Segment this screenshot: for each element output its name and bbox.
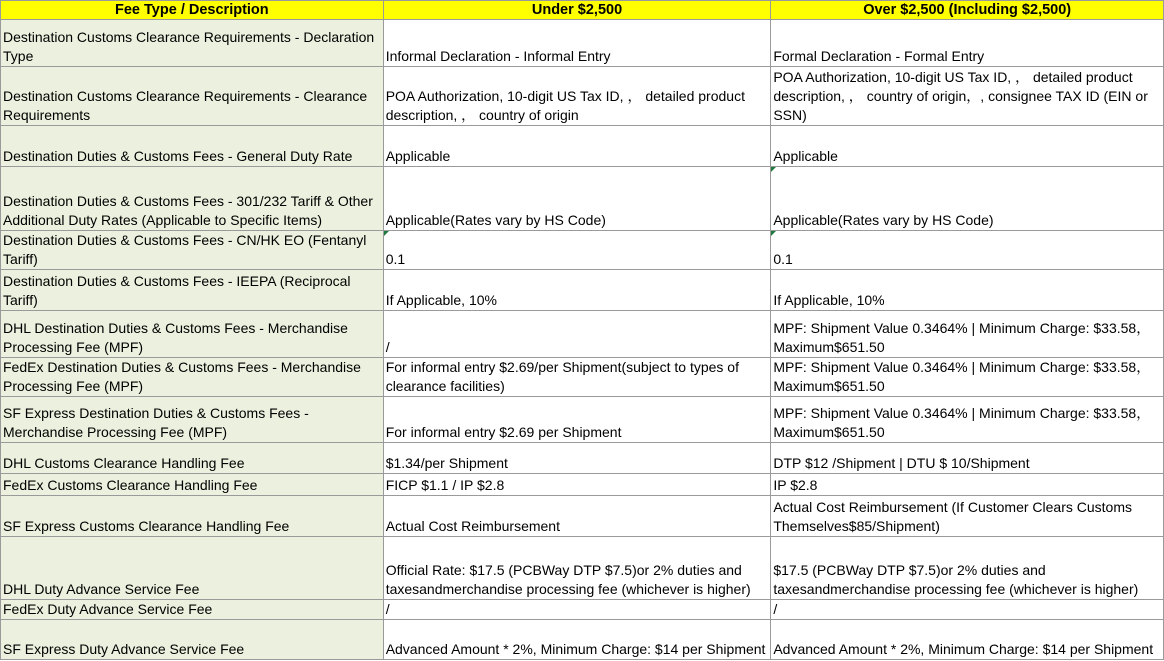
under-2500-cell[interactable]: For informal entry $2.69 per Shipment (383, 397, 771, 443)
table-row (1, 20, 1164, 67)
over-2500-cell[interactable]: IP $2.8 (771, 474, 1164, 496)
over-2500-cell[interactable]: MPF: Shipment Value 0.3464% | Minimum Charge: $33.58， Maximum$651.50 (771, 397, 1164, 443)
under-2500-cell[interactable]: Informal Declaration - Informal Entry (383, 20, 771, 67)
table-row (1, 311, 1164, 358)
fee-type-cell[interactable]: SF Express Duty Advance Service Fee (1, 620, 384, 660)
fee-type-cell[interactable]: Destination Duties & Customs Fees - General Duty Rate (1, 126, 384, 167)
under-2500-cell[interactable]: / (383, 600, 771, 620)
fee-type-cell[interactable]: FedEx Customs Clearance Handling Fee (1, 474, 384, 496)
table-row (1, 600, 1164, 620)
under-2500-cell[interactable]: If Applicable, 10% (383, 270, 771, 311)
table-row (1, 358, 1164, 397)
table-row (1, 231, 1164, 270)
over-2500-cell[interactable]: MPF: Shipment Value 0.3464% | Minimum Charge: $33.58， Maximum$651.50 (771, 311, 1164, 358)
fee-type-cell[interactable]: Destination Customs Clearance Requirements - Clearance Requirements (1, 67, 384, 126)
over-2500-cell[interactable]: $17.5 (PCBWay DTP $7.5)or 2% duties and taxesandmerchandise processing fee (whichever is higher) (771, 537, 1164, 600)
under-2500-cell[interactable]: 0.1 (383, 231, 771, 270)
table-row (1, 126, 1164, 167)
over-2500-cell[interactable]: If Applicable, 10% (771, 270, 1164, 311)
fee-type-cell[interactable]: DHL Destination Duties & Customs Fees - Merchandise Processing Fee (MPF) (1, 311, 384, 358)
table-row (1, 397, 1164, 443)
over-2500-cell[interactable]: / (771, 600, 1164, 620)
fee-type-cell[interactable]: SF Express Destination Duties & Customs Fees - Merchandise Processing Fee (MPF) (1, 397, 384, 443)
header-over-2500[interactable]: Over $2,500 (Including $2,500) (771, 1, 1164, 20)
fee-type-cell[interactable]: Destination Duties & Customs Fees - CN/HK EO (Fentanyl Tariff) (1, 231, 384, 270)
fee-type-cell[interactable]: Destination Customs Clearance Requirements - Declaration Type (1, 20, 384, 67)
over-2500-cell[interactable]: Advanced Amount * 2%, Minimum Charge: $14 per Shipment (771, 620, 1164, 660)
under-2500-cell[interactable]: Official Rate: $17.5 (PCBWay DTP $7.5)or 2% duties and taxesandmerchandise processing fee (whichever is higher) (383, 537, 771, 600)
over-2500-cell[interactable]: MPF: Shipment Value 0.3464% | Minimum Charge: $33.58， Maximum$651.50 (771, 358, 1164, 397)
header-fee-type[interactable]: Fee Type / Description (1, 1, 384, 20)
fee-type-cell[interactable]: DHL Customs Clearance Handling Fee (1, 443, 384, 474)
over-2500-cell[interactable]: DTP $12 /Shipment | DTU $ 10/Shipment (771, 443, 1164, 474)
over-2500-cell[interactable]: Formal Declaration - Formal Entry (771, 20, 1164, 67)
over-2500-cell[interactable]: 0.1 (771, 231, 1164, 270)
over-2500-cell[interactable]: Applicable(Rates vary by HS Code) (771, 167, 1164, 231)
under-2500-cell[interactable]: For informal entry $2.69/per Shipment(subject to types of clearance facilities) (383, 358, 771, 397)
table-row (1, 67, 1164, 126)
under-2500-cell[interactable]: FICP $1.1 / IP $2.8 (383, 474, 771, 496)
over-2500-cell[interactable]: Applicable (771, 126, 1164, 167)
under-2500-cell[interactable]: $1.34/per Shipment (383, 443, 771, 474)
table-row (1, 270, 1164, 311)
under-2500-cell[interactable]: Advanced Amount * 2%, Minimum Charge: $14 per Shipment (383, 620, 771, 660)
table-row (1, 620, 1164, 660)
fee-type-cell[interactable]: DHL Duty Advance Service Fee (1, 537, 384, 600)
table-row (1, 474, 1164, 496)
under-2500-cell[interactable]: POA Authorization, 10-digit US Tax ID, ， detailed product description, ， country of origin (383, 67, 771, 126)
table-row (1, 496, 1164, 537)
over-2500-cell[interactable]: POA Authorization, 10-digit US Tax ID, ， detailed product description, ， country of origin，, consignee TAX ID (EIN or SSN) (771, 67, 1164, 126)
under-2500-cell[interactable]: Applicable(Rates vary by HS Code) (383, 167, 771, 231)
under-2500-cell[interactable]: Actual Cost Reimbursement (383, 496, 771, 537)
header-under-2500[interactable]: Under $2,500 (383, 1, 771, 20)
header-row (1, 1, 1164, 20)
fee-type-cell[interactable]: Destination Duties & Customs Fees - IEEPA (Reciprocal Tariff) (1, 270, 384, 311)
table-row (1, 537, 1164, 600)
under-2500-cell[interactable]: Applicable (383, 126, 771, 167)
table-row (1, 167, 1164, 231)
fee-type-cell[interactable]: FedEx Duty Advance Service Fee (1, 600, 384, 620)
fee-type-cell[interactable]: FedEx Destination Duties & Customs Fees - Merchandise Processing Fee (MPF) (1, 358, 384, 397)
over-2500-cell[interactable]: Actual Cost Reimbursement (If Customer Clears Customs Themselves$85/Shipment) (771, 496, 1164, 537)
under-2500-cell[interactable]: / (383, 311, 771, 358)
fee-type-cell[interactable]: Destination Duties & Customs Fees - 301/232 Tariff & Other Additional Duty Rates (Applicable to Specific Items) (1, 167, 384, 231)
fee-type-cell[interactable]: SF Express Customs Clearance Handling Fee (1, 496, 384, 537)
table-row (1, 443, 1164, 474)
